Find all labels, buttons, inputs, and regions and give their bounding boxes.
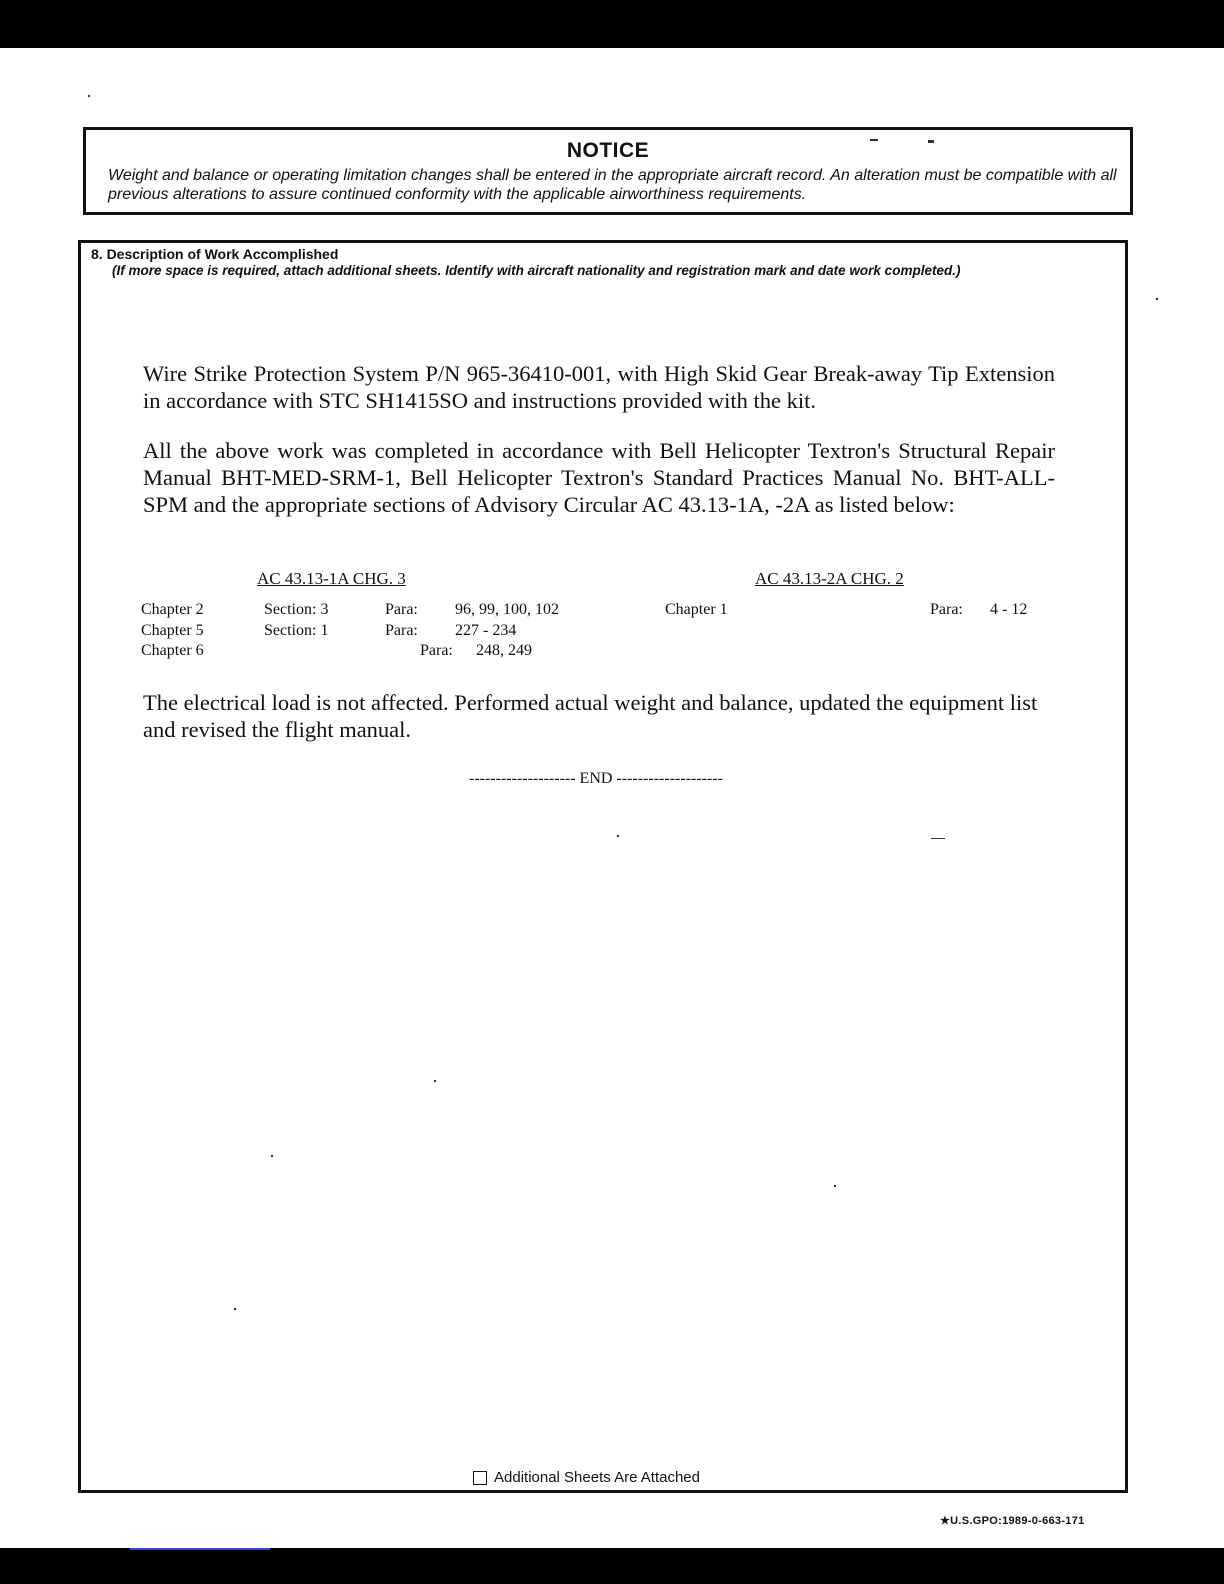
notice-box bbox=[83, 127, 1133, 215]
scan-bottom-border bbox=[0, 1548, 1224, 1584]
table-left-para-label: Para: bbox=[385, 601, 418, 618]
description-of-work-box bbox=[78, 240, 1128, 1493]
table-left-para-label: Para: bbox=[385, 622, 418, 639]
notice-title: NOTICE bbox=[566, 139, 650, 162]
table-left-para-label: Para: bbox=[420, 642, 453, 659]
additional-sheets-attached[interactable] bbox=[473, 1469, 700, 1486]
scan-speck bbox=[931, 838, 945, 839]
table-left-para: 96, 99, 100, 102 bbox=[455, 601, 559, 618]
scan-speck bbox=[234, 1308, 236, 1310]
table-right-heading: AC 43.13-2A CHG. 2 bbox=[755, 569, 904, 588]
scan-speck bbox=[434, 1080, 436, 1082]
table-left-para: 227 - 234 bbox=[455, 622, 517, 639]
scan-speck bbox=[617, 835, 619, 837]
scan-top-border bbox=[0, 0, 1224, 48]
scan-speck bbox=[834, 1185, 836, 1187]
table-right-para: 4 - 12 bbox=[990, 601, 1028, 618]
scan-speck bbox=[1156, 298, 1158, 300]
table-left-para: 248, 249 bbox=[476, 642, 532, 659]
scan-speck bbox=[928, 140, 934, 143]
work-paragraph-3: The electrical load is not affected. Performed actual weight and balance, updated the equipment list and revised the flight manual. bbox=[143, 690, 1038, 742]
section-label: 8. Description of Work Accomplished bbox=[91, 246, 339, 262]
gpo-footer-code: ★U.S.GPO:1989-0-663-171 bbox=[940, 1515, 1085, 1527]
table-left-chapter: Chapter 2 bbox=[141, 601, 204, 618]
table-left-section: Section: 3 bbox=[264, 601, 329, 618]
end-marker: -------------------- END -------------------- bbox=[468, 770, 723, 787]
table-left-heading: AC 43.13-1A CHG. 3 bbox=[257, 569, 406, 588]
scan-speck bbox=[271, 1155, 273, 1157]
table-right-para-label: Para: bbox=[930, 601, 963, 618]
table-right-chapter: Chapter 1 bbox=[665, 601, 728, 618]
section-instructions: (If more space is required, attach additional sheets. Identify with aircraft nationality and registration mark and date work completed.) bbox=[112, 263, 961, 278]
table-left-section: Section: 1 bbox=[264, 622, 329, 639]
scan-speck bbox=[870, 139, 878, 141]
notice-text: Weight and balance or operating limitation changes shall be entered in the appropriate aircraft record. An alteration must be compatible with all previous alterations to assure continued conformity with the applicable airworthiness requirements. bbox=[108, 167, 1117, 203]
table-left-chapter: Chapter 6 bbox=[141, 642, 204, 659]
work-paragraph-2: All the above work was completed in accordance with Bell Helicopter Textron's Structural Repair Manual BHT-MED-SRM-1, Bell Helicopter Textron's Standard Practices Manual No. BHT-ALL-SPM and the appropriate sections of Advisory Circular AC 43.13-1A, -2A as listed below: bbox=[143, 438, 1055, 517]
scan-speck bbox=[88, 95, 90, 97]
additional-sheets-label: Additional Sheets Are Attached bbox=[494, 1469, 700, 1486]
scan-artifact-line bbox=[130, 1548, 270, 1550]
table-left-chapter: Chapter 5 bbox=[141, 622, 204, 639]
work-paragraph-1: Wire Strike Protection System P/N 965-36410-001, with High Skid Gear Break-away Tip Extension in accordance with STC SH1415SO and instructions provided with the kit. bbox=[143, 361, 1055, 413]
checkbox-icon[interactable] bbox=[473, 1471, 487, 1485]
